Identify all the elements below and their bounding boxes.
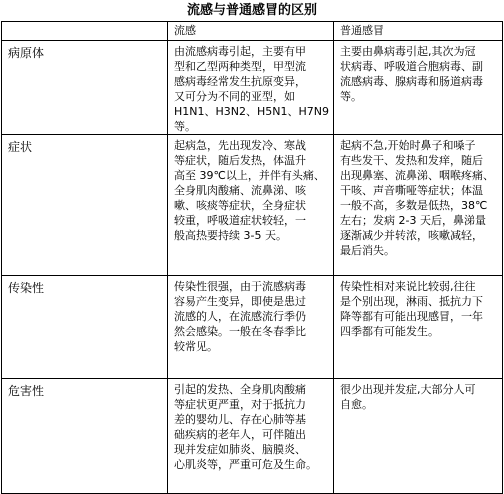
- row-label-cell: [2, 379, 168, 494]
- header-cell-common-cold: [334, 22, 503, 41]
- table-row-harmfulness: [2, 379, 503, 494]
- cold-symptoms-text: 起病不急,开始时鼻子和嗓子 有些发干、发热和发痒，随后 出现鼻塞、流鼻涕、咽喉疼痛、 干咳、声音嘶哑等症状；体温 一般不高，多数是低热，38℃ 左右；发病 2-3 天后，鼻涕量 逐渐减少并转浓，咳嗽减轻， 最后消失。: [340, 139, 494, 257]
- row-label-contagiousness: 传染性: [8, 281, 45, 295]
- cold-cell: [334, 379, 503, 494]
- flu-contagiousness-text: 传染性很强，由于流感病毒 容易产生变异，即使是患过 流感的人，在流感流行季仍 然会感染。一般在冬春季比 较常见。: [174, 280, 306, 353]
- flu-cell: [168, 379, 334, 494]
- table-row-pathogen: [2, 41, 503, 135]
- cold-cell: [334, 276, 503, 379]
- flu-cell: [168, 135, 334, 276]
- comparison-table: [1, 21, 503, 494]
- table-row-contagiousness: [2, 276, 503, 379]
- header-label-common-cold: 普通感冒: [340, 24, 384, 37]
- table-header-row: [2, 22, 503, 41]
- flu-symptoms-text: 起病急，先出现发冷、寒战 等症状，随后发热，体温升 高至 39℃以上，并伴有头痛、 全身肌肉酸痛、流鼻涕、咳 嗽、咳痰等症状，全身症状 较重，呼吸道症状较轻，一 般高热要持续 3-5 天。: [174, 139, 325, 242]
- row-label-symptoms: 症状: [8, 140, 33, 154]
- cold-cell: [334, 41, 503, 135]
- table-row-symptoms: [2, 135, 503, 276]
- flu-cell: [168, 41, 334, 135]
- row-label-pathogen: 病原体: [8, 46, 45, 60]
- header-label-flu: 流感: [174, 24, 196, 37]
- cold-contagiousness-text: 传染性相对来说比较弱,往往 是个别出现，淋雨、抵抗力下 降等都有可能出现感冒，一年 四季都有可能发生。: [340, 280, 483, 338]
- flu-pathogen-text: 由流感病毒引起，主要有甲 型和乙型两种类型，甲型流 感病毒经常发生抗原变异， 又可分为不同的亚型，如 H1N1、H3N2、H5N1、H7N9 等。: [174, 45, 329, 133]
- row-label-harmfulness: 危害性: [8, 384, 45, 398]
- cold-harmfulness-text: 很少出现并发症,大部分人可 自愈。: [340, 383, 476, 411]
- row-label-cell: [2, 135, 168, 276]
- header-cell-empty: [2, 22, 168, 41]
- header-cell-flu: [168, 22, 334, 41]
- row-label-cell: [2, 41, 168, 135]
- flu-harmfulness-text: 引起的发热、全身肌肉酸痛 等症状更严重，对于抵抗力 差的婴幼儿、存在心肺等基 础疾病的老年人，可伴随出 现并发症如肺炎、脑膜炎、 心肌炎等，严重可危及生命。: [174, 383, 317, 471]
- document-title: 流感与普通感冒的区别: [186, 3, 317, 18]
- row-label-cell: [2, 276, 168, 379]
- cold-pathogen-text: 主要由鼻病毒引起,其次为冠 状病毒、呼吸道合胞病毒、副 流感病毒、腺病毒和肠道病毒 等。: [340, 45, 483, 103]
- flu-cell: [168, 276, 334, 379]
- cold-cell: [334, 135, 503, 276]
